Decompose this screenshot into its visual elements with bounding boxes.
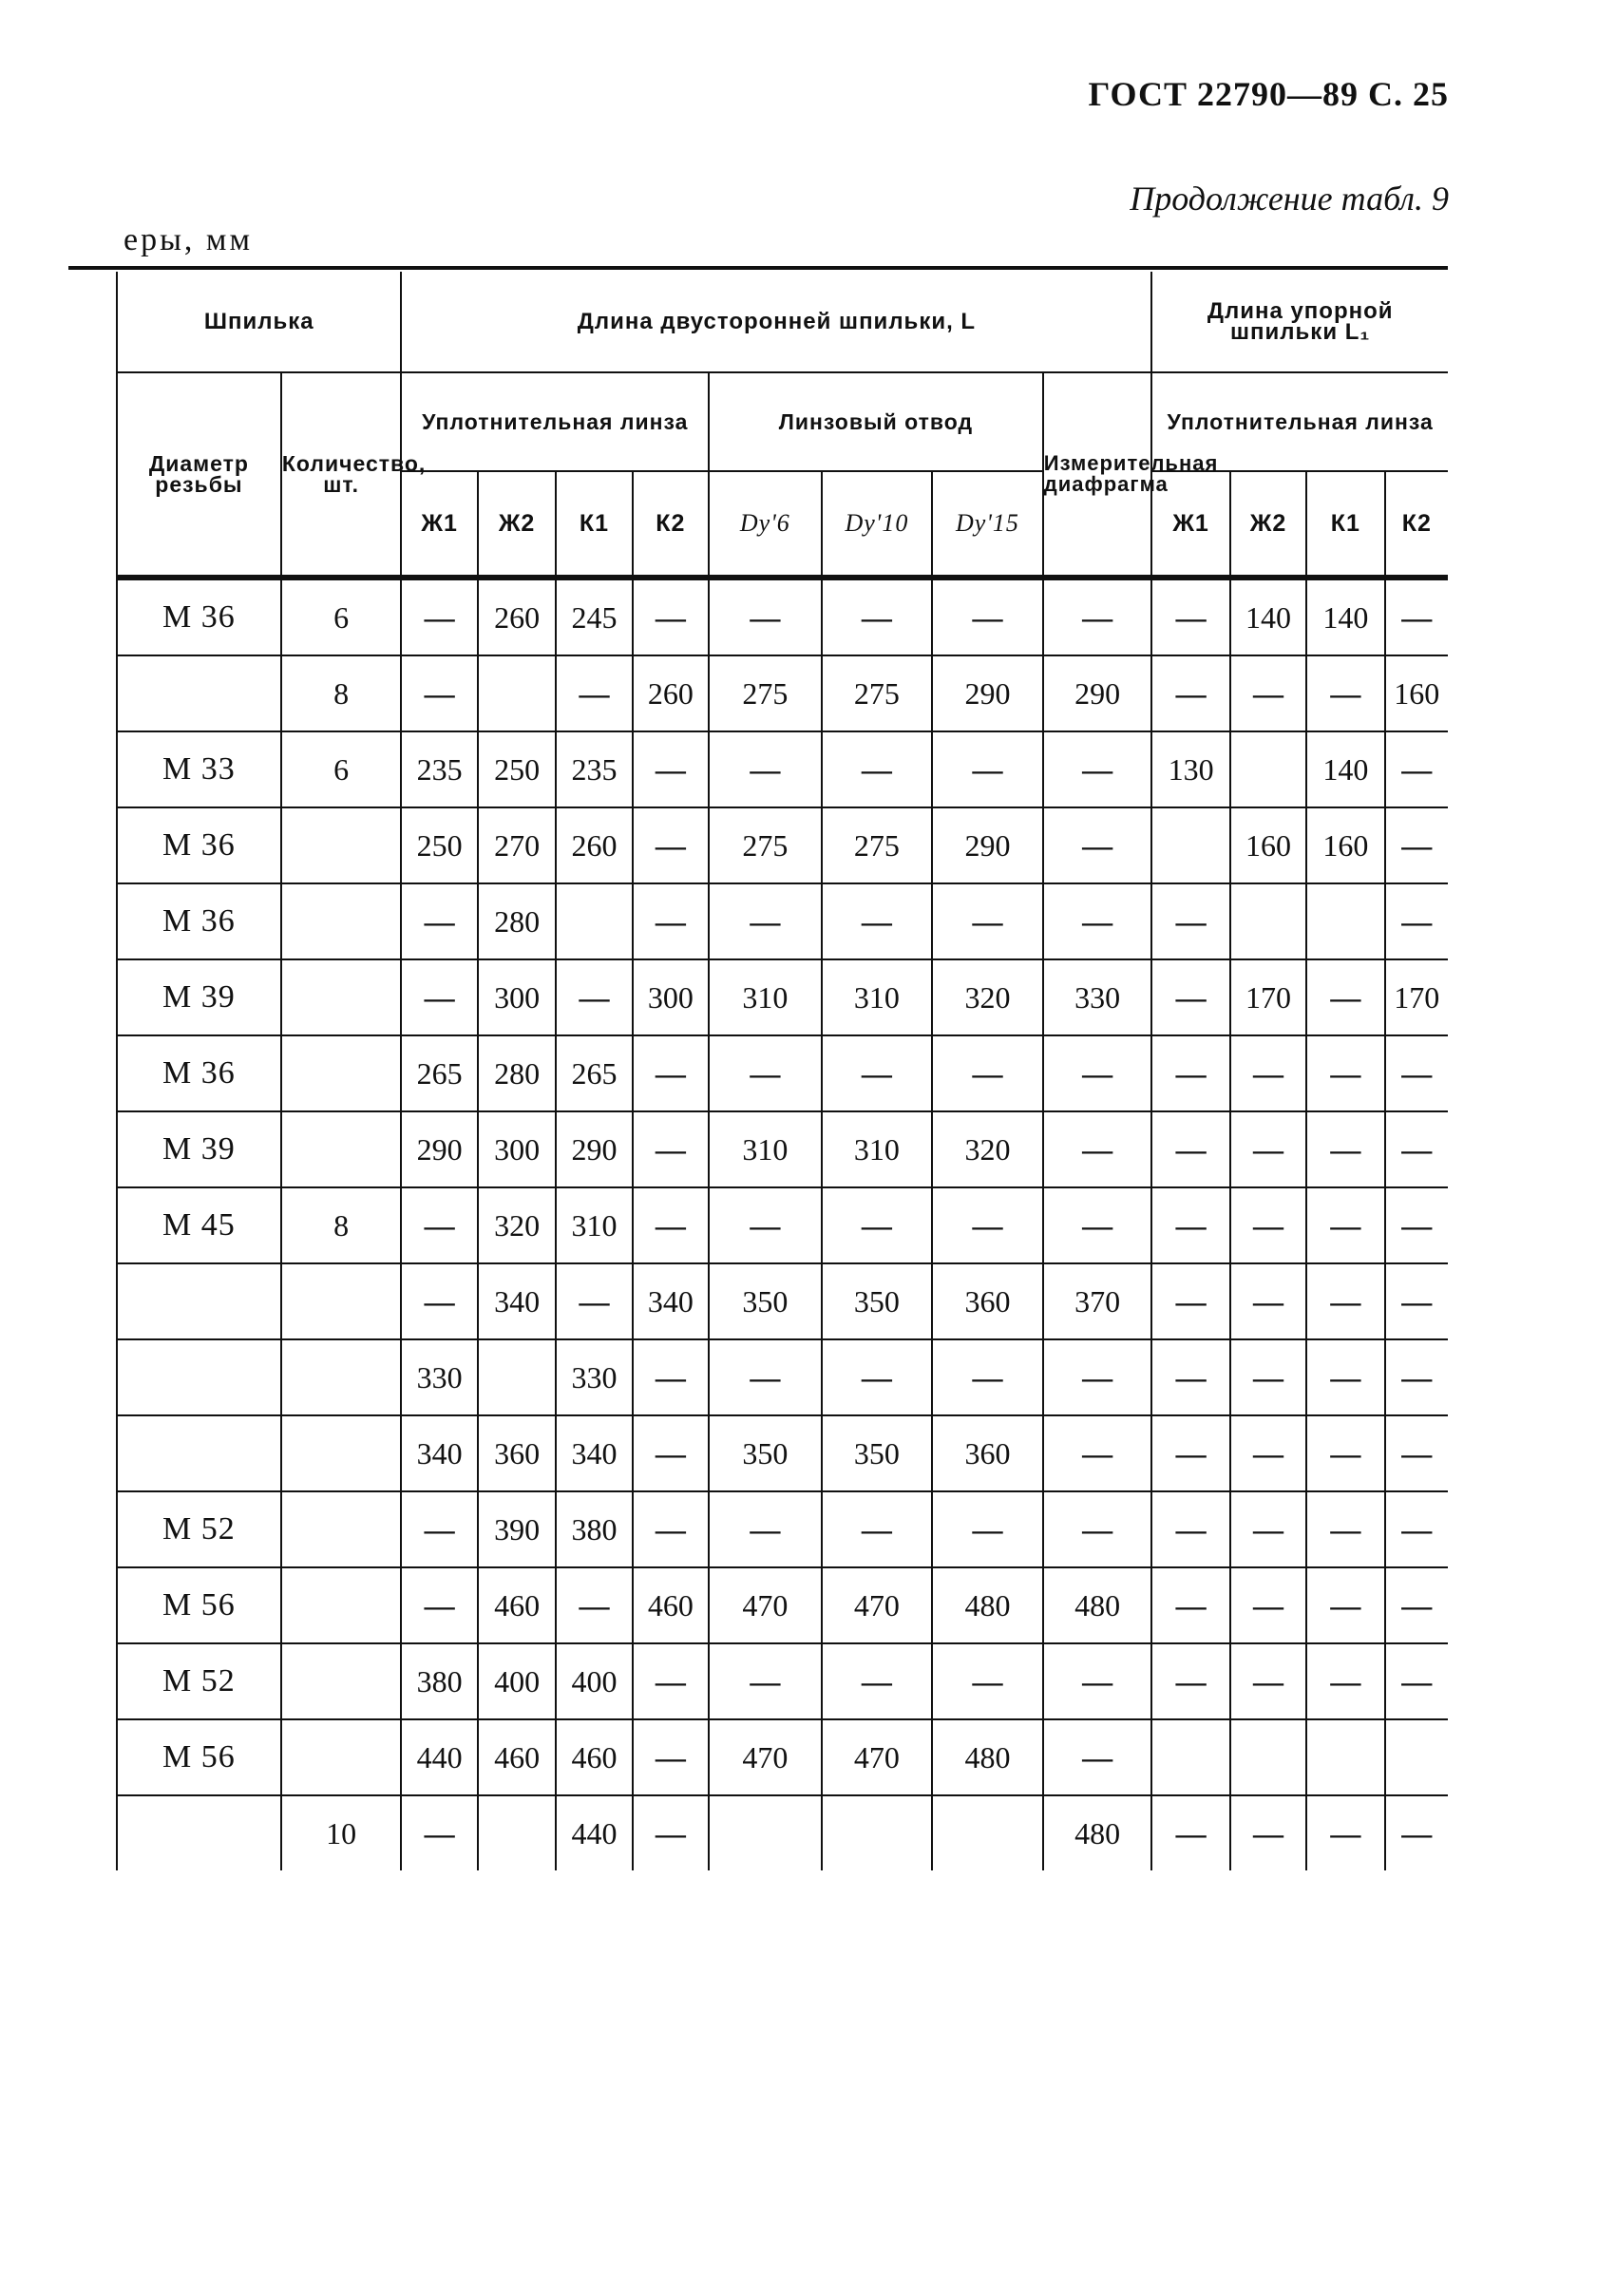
- cell-k1: 245: [556, 578, 632, 655]
- cell-zh2: 270: [478, 807, 556, 883]
- cell-s-zh1: —: [1151, 1035, 1229, 1111]
- header-double-length: Длина двусторонней шпильки, L: [401, 272, 1151, 372]
- cell-s-zh2: —: [1230, 1339, 1306, 1415]
- cell-k2: 260: [633, 655, 709, 731]
- cell-zh2: 390: [478, 1491, 556, 1567]
- cell-s-zh1: —: [1151, 1415, 1229, 1491]
- cell-thread-diameter: М 36: [117, 807, 281, 883]
- cell-k2: 300: [633, 959, 709, 1035]
- cell-meas: 480: [1043, 1567, 1152, 1643]
- cell-quantity: [281, 1719, 402, 1795]
- cell-s-k2: —: [1385, 1111, 1448, 1187]
- table-row: [117, 1415, 1448, 1491]
- cell-dy6: 310: [709, 1111, 822, 1187]
- table-row: [117, 959, 1448, 1035]
- cell-dy6: 275: [709, 807, 822, 883]
- cell-zh2: 460: [478, 1719, 556, 1795]
- cell-zh2: [478, 655, 556, 731]
- cell-s-k1: —: [1306, 1795, 1384, 1870]
- cell-dy10: 275: [822, 655, 933, 731]
- cell-thread-diameter: М 56: [117, 1719, 281, 1795]
- cell-k1: 460: [556, 1719, 632, 1795]
- cell-dy15: —: [932, 1491, 1043, 1567]
- cell-quantity: [281, 959, 402, 1035]
- cell-s-zh1: —: [1151, 1187, 1229, 1263]
- table-caption-tail: еры, мм: [124, 222, 253, 257]
- cell-k1: 440: [556, 1795, 632, 1870]
- table-row: [117, 578, 1448, 655]
- cell-thread-diameter: М 36: [117, 1035, 281, 1111]
- cell-dy6: [709, 1795, 822, 1870]
- cell-s-zh2: —: [1230, 1263, 1306, 1339]
- cell-thread-diameter: М 36: [117, 578, 281, 655]
- cell-zh1: —: [401, 655, 477, 731]
- cell-dy10: 470: [822, 1567, 933, 1643]
- table-row: [117, 1035, 1448, 1111]
- cell-zh1: —: [401, 1795, 477, 1870]
- cell-s-k1: —: [1306, 1567, 1384, 1643]
- cell-zh1: —: [401, 1263, 477, 1339]
- cell-zh1: 235: [401, 731, 477, 807]
- cell-thread-diameter: М 39: [117, 1111, 281, 1187]
- cell-s-zh2: [1230, 883, 1306, 959]
- table-row: [117, 1111, 1448, 1187]
- cell-s-zh1: [1151, 807, 1229, 883]
- cell-meas: —: [1043, 1035, 1152, 1111]
- cell-s-zh1: —: [1151, 1263, 1229, 1339]
- cell-k1: 400: [556, 1643, 632, 1719]
- table-row: [117, 1643, 1448, 1719]
- cell-zh2: 280: [478, 1035, 556, 1111]
- cell-zh2: [478, 1339, 556, 1415]
- cell-zh2: 300: [478, 1111, 556, 1187]
- cell-quantity: [281, 1415, 402, 1491]
- table-body: [117, 578, 1448, 1870]
- cell-meas: —: [1043, 807, 1152, 883]
- cell-k2: —: [633, 1035, 709, 1111]
- cell-k1: 340: [556, 1415, 632, 1491]
- cell-k2: —: [633, 1643, 709, 1719]
- cell-k2: —: [633, 731, 709, 807]
- cell-dy10: 310: [822, 959, 933, 1035]
- cell-meas: —: [1043, 1111, 1152, 1187]
- cell-quantity: [281, 1567, 402, 1643]
- header-stop-length: Длина упорной шпильки L₁: [1151, 272, 1448, 372]
- header-zh2: Ж2: [478, 471, 556, 578]
- cell-thread-diameter: [117, 1795, 281, 1870]
- cell-quantity: [281, 1643, 402, 1719]
- cell-s-zh2: —: [1230, 1491, 1306, 1567]
- cell-s-k1: —: [1306, 959, 1384, 1035]
- cell-k2: 460: [633, 1567, 709, 1643]
- table-continuation-label: Продолжение табл. 9: [1130, 180, 1449, 218]
- cell-dy10: —: [822, 883, 933, 959]
- header-stop-k2: К2: [1385, 471, 1448, 578]
- cell-k1: 260: [556, 807, 632, 883]
- cell-dy15: —: [932, 578, 1043, 655]
- cell-dy10: —: [822, 1491, 933, 1567]
- cell-s-k1: —: [1306, 1491, 1384, 1567]
- header-stop-zh1: Ж1: [1151, 471, 1229, 578]
- cell-k1: —: [556, 959, 632, 1035]
- cell-k1: 310: [556, 1187, 632, 1263]
- cell-dy15: 290: [932, 807, 1043, 883]
- cell-zh2: 460: [478, 1567, 556, 1643]
- cell-dy15: —: [932, 731, 1043, 807]
- header-thread-diameter: Диаметр резьбы: [117, 372, 281, 578]
- cell-dy6: —: [709, 1491, 822, 1567]
- cell-thread-diameter: М 36: [117, 883, 281, 959]
- cell-s-zh2: [1230, 731, 1306, 807]
- cell-dy10: 350: [822, 1415, 933, 1491]
- cell-dy10: 275: [822, 807, 933, 883]
- cell-s-k1: 160: [1306, 807, 1384, 883]
- header-dy15: Dу'15: [932, 471, 1043, 578]
- cell-s-k2: —: [1385, 1795, 1448, 1870]
- cell-k1: —: [556, 1567, 632, 1643]
- header-quantity: Количество, шт.: [281, 372, 402, 578]
- cell-s-k1: —: [1306, 1415, 1384, 1491]
- cell-zh1: —: [401, 959, 477, 1035]
- cell-k2: —: [633, 1719, 709, 1795]
- table-row: [117, 1795, 1448, 1870]
- cell-meas: —: [1043, 1339, 1152, 1415]
- cell-dy10: —: [822, 1035, 933, 1111]
- cell-s-zh2: —: [1230, 1795, 1306, 1870]
- cell-s-zh2: —: [1230, 1567, 1306, 1643]
- cell-k2: —: [633, 883, 709, 959]
- table-row: [117, 731, 1448, 807]
- cell-dy10: 350: [822, 1263, 933, 1339]
- cell-quantity: [281, 1491, 402, 1567]
- table-header: [117, 272, 1448, 578]
- cell-s-k1: —: [1306, 1643, 1384, 1719]
- cell-dy6: —: [709, 1187, 822, 1263]
- cell-k1: 380: [556, 1491, 632, 1567]
- cell-dy15: 480: [932, 1567, 1043, 1643]
- cell-s-k2: —: [1385, 1415, 1448, 1491]
- cell-thread-diameter: М 33: [117, 731, 281, 807]
- header-dy10: Dу'10: [822, 471, 933, 578]
- cell-s-k2: —: [1385, 1643, 1448, 1719]
- table-row: [117, 1567, 1448, 1643]
- cell-k1: —: [556, 1263, 632, 1339]
- cell-quantity: 8: [281, 1187, 402, 1263]
- cell-k2: —: [633, 1339, 709, 1415]
- cell-quantity: 6: [281, 578, 402, 655]
- cell-s-zh1: —: [1151, 578, 1229, 655]
- cell-zh2: 340: [478, 1263, 556, 1339]
- cell-zh1: 340: [401, 1415, 477, 1491]
- cell-meas: 330: [1043, 959, 1152, 1035]
- cell-k2: —: [633, 1795, 709, 1870]
- cell-dy6: 350: [709, 1263, 822, 1339]
- cell-thread-diameter: М 45: [117, 1187, 281, 1263]
- header-k1: К1: [556, 471, 632, 578]
- cell-dy10: —: [822, 1339, 933, 1415]
- cell-k2: —: [633, 1415, 709, 1491]
- cell-s-k1: —: [1306, 1187, 1384, 1263]
- cell-quantity: 6: [281, 731, 402, 807]
- cell-meas: 480: [1043, 1795, 1152, 1870]
- cell-thread-diameter: М 52: [117, 1643, 281, 1719]
- cell-s-k2: —: [1385, 578, 1448, 655]
- header-lens-outlet: Линзовый отвод: [709, 372, 1043, 471]
- cell-s-zh1: —: [1151, 1111, 1229, 1187]
- cell-s-zh1: 130: [1151, 731, 1229, 807]
- cell-s-k2: —: [1385, 883, 1448, 959]
- cell-k1: 235: [556, 731, 632, 807]
- cell-k2: —: [633, 1187, 709, 1263]
- cell-s-k2: —: [1385, 1263, 1448, 1339]
- cell-zh1: 330: [401, 1339, 477, 1415]
- cell-zh1: 290: [401, 1111, 477, 1187]
- cell-dy15: 290: [932, 655, 1043, 731]
- cell-s-zh1: —: [1151, 883, 1229, 959]
- cell-quantity: [281, 1339, 402, 1415]
- cell-s-k2: 170: [1385, 959, 1448, 1035]
- cell-dy10: —: [822, 1643, 933, 1719]
- cell-zh2: 400: [478, 1643, 556, 1719]
- cell-s-zh2: —: [1230, 1187, 1306, 1263]
- cell-k2: —: [633, 578, 709, 655]
- cell-s-zh2: —: [1230, 1415, 1306, 1491]
- cell-s-zh2: 170: [1230, 959, 1306, 1035]
- cell-k1: 290: [556, 1111, 632, 1187]
- cell-dy10: [822, 1795, 933, 1870]
- cell-dy10: 470: [822, 1719, 933, 1795]
- cell-s-zh1: —: [1151, 1795, 1229, 1870]
- cell-dy6: —: [709, 578, 822, 655]
- cell-dy15: —: [932, 1339, 1043, 1415]
- cell-meas: —: [1043, 578, 1152, 655]
- header-stop-k1: К1: [1306, 471, 1384, 578]
- cell-k1: 330: [556, 1339, 632, 1415]
- table-row: [117, 807, 1448, 883]
- cell-s-k2: 160: [1385, 655, 1448, 731]
- cell-dy15: —: [932, 1187, 1043, 1263]
- cell-s-zh2: —: [1230, 655, 1306, 731]
- cell-k1: [556, 883, 632, 959]
- cell-dy6: —: [709, 1035, 822, 1111]
- cell-dy6: 350: [709, 1415, 822, 1491]
- cell-s-k2: —: [1385, 1339, 1448, 1415]
- cell-thread-diameter: [117, 655, 281, 731]
- stud-length-table: [116, 272, 1448, 1870]
- cell-zh2: 360: [478, 1415, 556, 1491]
- cell-zh2: [478, 1795, 556, 1870]
- cell-thread-diameter: [117, 1263, 281, 1339]
- cell-zh1: —: [401, 1187, 477, 1263]
- cell-dy15: —: [932, 883, 1043, 959]
- cell-quantity: 10: [281, 1795, 402, 1870]
- cell-zh1: —: [401, 578, 477, 655]
- cell-thread-diameter: М 39: [117, 959, 281, 1035]
- cell-s-zh1: —: [1151, 959, 1229, 1035]
- cell-dy6: 470: [709, 1719, 822, 1795]
- cell-thread-diameter: М 56: [117, 1567, 281, 1643]
- cell-dy10: —: [822, 1187, 933, 1263]
- table-row: [117, 1263, 1448, 1339]
- cell-zh2: 320: [478, 1187, 556, 1263]
- cell-quantity: [281, 883, 402, 959]
- cell-quantity: [281, 1035, 402, 1111]
- cell-meas: —: [1043, 1719, 1152, 1795]
- cell-zh1: 265: [401, 1035, 477, 1111]
- cell-meas: —: [1043, 1643, 1152, 1719]
- cell-s-zh1: —: [1151, 1567, 1229, 1643]
- cell-quantity: [281, 1263, 402, 1339]
- cell-zh1: —: [401, 1567, 477, 1643]
- cell-dy15: —: [932, 1035, 1043, 1111]
- cell-dy15: 320: [932, 1111, 1043, 1187]
- cell-s-k1: —: [1306, 1111, 1384, 1187]
- table-row: [117, 1491, 1448, 1567]
- cell-dy10: —: [822, 578, 933, 655]
- cell-zh1: 380: [401, 1643, 477, 1719]
- cell-zh2: 300: [478, 959, 556, 1035]
- cell-dy15: 320: [932, 959, 1043, 1035]
- cell-quantity: 8: [281, 655, 402, 731]
- cell-s-k2: —: [1385, 1187, 1448, 1263]
- table-row: [117, 1339, 1448, 1415]
- cell-zh1: —: [401, 883, 477, 959]
- cell-zh1: 440: [401, 1719, 477, 1795]
- cell-dy15: 360: [932, 1415, 1043, 1491]
- cell-s-k2: —: [1385, 1035, 1448, 1111]
- cell-s-zh1: —: [1151, 1339, 1229, 1415]
- cell-s-k2: —: [1385, 1491, 1448, 1567]
- standard-page-header: ГОСТ 22790—89 С. 25: [1088, 75, 1449, 113]
- cell-zh2: 260: [478, 578, 556, 655]
- cell-k2: 340: [633, 1263, 709, 1339]
- header-sealing-lens-stop: Уплотнительная линза: [1151, 372, 1448, 471]
- cell-s-k1: 140: [1306, 578, 1384, 655]
- cell-dy15: [932, 1795, 1043, 1870]
- cell-s-zh1: [1151, 1719, 1229, 1795]
- cell-meas: —: [1043, 1491, 1152, 1567]
- cell-s-k2: —: [1385, 731, 1448, 807]
- cell-s-k2: —: [1385, 807, 1448, 883]
- cell-meas: —: [1043, 731, 1152, 807]
- cell-s-zh2: —: [1230, 1035, 1306, 1111]
- cell-k2: —: [633, 807, 709, 883]
- cell-s-zh1: —: [1151, 1643, 1229, 1719]
- cell-k2: —: [633, 1491, 709, 1567]
- cell-dy6: 470: [709, 1567, 822, 1643]
- cell-dy6: —: [709, 1339, 822, 1415]
- cell-dy10: —: [822, 731, 933, 807]
- cell-s-zh2: —: [1230, 1643, 1306, 1719]
- header-stud: Шпилька: [117, 272, 401, 372]
- cell-s-zh2: 140: [1230, 578, 1306, 655]
- cell-dy6: 310: [709, 959, 822, 1035]
- cell-s-k1: —: [1306, 1339, 1384, 1415]
- cell-dy6: 275: [709, 655, 822, 731]
- cell-s-zh1: —: [1151, 655, 1229, 731]
- cell-dy15: 480: [932, 1719, 1043, 1795]
- cell-meas: —: [1043, 1415, 1152, 1491]
- table-row: [117, 1719, 1448, 1795]
- cell-thread-diameter: [117, 1415, 281, 1491]
- cell-s-k2: [1385, 1719, 1448, 1795]
- cell-s-k1: —: [1306, 1035, 1384, 1111]
- header-zh1: Ж1: [401, 471, 477, 578]
- header-stop-zh2: Ж2: [1230, 471, 1306, 578]
- cell-zh1: —: [401, 1491, 477, 1567]
- cell-thread-diameter: М 52: [117, 1491, 281, 1567]
- cell-dy6: —: [709, 731, 822, 807]
- cell-k1: 265: [556, 1035, 632, 1111]
- cell-s-k1: [1306, 883, 1384, 959]
- header-dy6: Dу'6: [709, 471, 822, 578]
- cell-dy6: —: [709, 883, 822, 959]
- cell-s-k1: —: [1306, 1263, 1384, 1339]
- cell-s-zh1: —: [1151, 1491, 1229, 1567]
- cell-s-k1: —: [1306, 655, 1384, 731]
- cell-zh2: 280: [478, 883, 556, 959]
- cell-thread-diameter: [117, 1339, 281, 1415]
- cell-dy10: 310: [822, 1111, 933, 1187]
- cell-quantity: [281, 807, 402, 883]
- header-sealing-lens: Уплотнительная линза: [401, 372, 709, 471]
- cell-dy15: —: [932, 1643, 1043, 1719]
- cell-s-k2: —: [1385, 1567, 1448, 1643]
- cell-meas: 290: [1043, 655, 1152, 731]
- cell-s-k1: [1306, 1719, 1384, 1795]
- cell-s-k1: 140: [1306, 731, 1384, 807]
- cell-s-zh2: —: [1230, 1111, 1306, 1187]
- cell-s-zh2: 160: [1230, 807, 1306, 883]
- cell-quantity: [281, 1111, 402, 1187]
- table-top-rule: [68, 266, 1448, 270]
- cell-dy6: —: [709, 1643, 822, 1719]
- cell-meas: —: [1043, 1187, 1152, 1263]
- table-row: [117, 1187, 1448, 1263]
- cell-zh2: 250: [478, 731, 556, 807]
- cell-k2: —: [633, 1111, 709, 1187]
- cell-dy15: 360: [932, 1263, 1043, 1339]
- cell-meas: 370: [1043, 1263, 1152, 1339]
- header-measuring-diaphragm: Измерительная диафрагма: [1043, 372, 1152, 578]
- table-row: [117, 655, 1448, 731]
- cell-meas: —: [1043, 883, 1152, 959]
- table-row: [117, 883, 1448, 959]
- cell-zh1: 250: [401, 807, 477, 883]
- header-k2: К2: [633, 471, 709, 578]
- cell-k1: —: [556, 655, 632, 731]
- cell-s-zh2: [1230, 1719, 1306, 1795]
